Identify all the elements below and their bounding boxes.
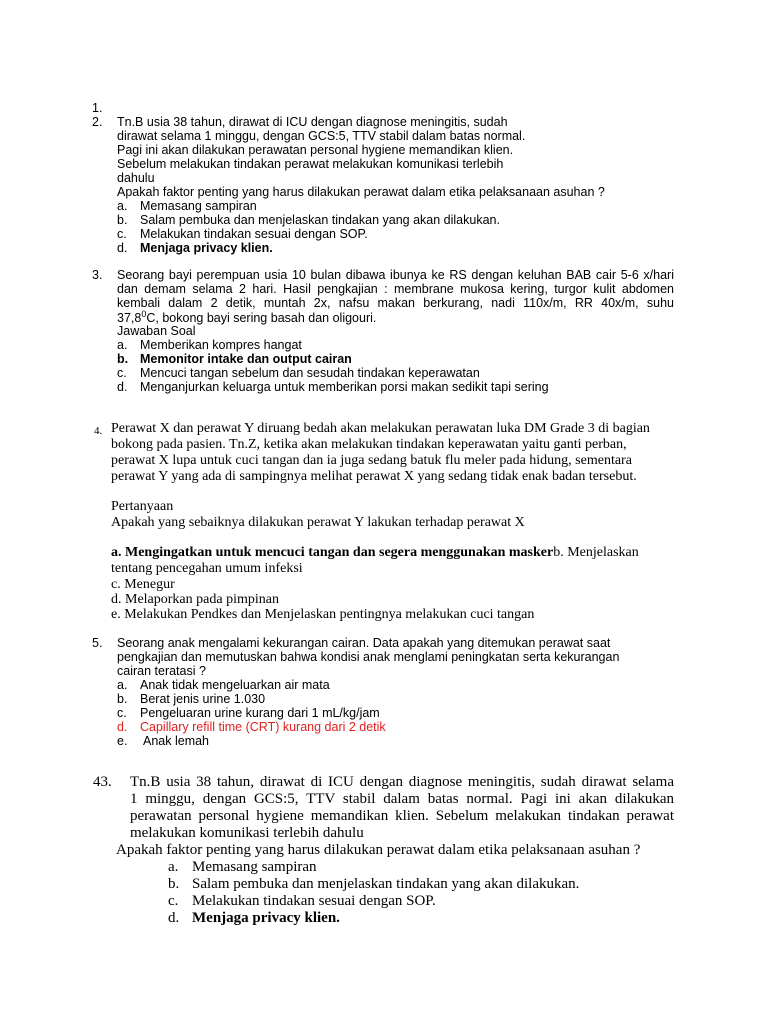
q4-question: Apakah yang sebaiknya dilakukan perawat Y lakukan terhadap perawat X xyxy=(111,515,525,530)
q5-stem-line: cairan teratasi ? xyxy=(117,664,206,678)
q5-option-a: Anak tidak mengeluarkan air mata xyxy=(140,678,330,692)
q43-option-letter: a. xyxy=(168,859,179,875)
q3-stem-line: Seorang bayi perempuan usia 10 bulan dibawa ibunya ke RS dengan keluhan BAB cair 5-6 x/hari xyxy=(117,268,674,282)
q43-option-c: Melakukan tindakan sesuai dengan SOP. xyxy=(192,893,436,909)
q3-option-d: Menganjurkan keluarga untuk memberikan porsi makan sedikit tapi sering xyxy=(140,380,549,394)
q4-option-a-b-line xyxy=(111,545,639,561)
q5-option-letter: e. xyxy=(117,734,128,748)
q43-option-letter: d. xyxy=(168,910,180,926)
q4-option-b-continued: tentang pencegahan umum infeksi xyxy=(111,561,303,576)
q4-stem-line: perawat Y yang ada di sampingnya melihat perawat X yang sedang tidak enak badan tersebut. xyxy=(111,469,637,484)
q5-option-e: Anak lemah xyxy=(143,734,210,748)
q3-stem-line: dan demam selama 2 hari. Hasil pengkajian : membrane mukosa kering, turgor kulit abdomen xyxy=(117,282,674,296)
q4-stem-line: Perawat X dan perawat Y diruang bedah akan melakukan perawatan luka DM Grade 3 di bagian xyxy=(111,421,650,436)
q5-number: 5. xyxy=(92,636,103,650)
q2-option-letter: d. xyxy=(117,241,128,255)
q4-stem-line: perawat X lupa untuk cuci tangan dan ia juga sedang batuk flu meler pada hidung, sementara xyxy=(111,453,632,468)
q2-stem-line: Tn.B usia 38 tahun, dirawat di ICU dengan diagnose meningitis, sudah xyxy=(117,115,508,129)
q5-option-c: Pengeluaran urine kurang dari 1 mL/kg/jam xyxy=(140,706,380,720)
q43-stem-line: melakukan komunikasi terlebih dahulu xyxy=(130,825,364,841)
q5-option-letter: a. xyxy=(117,678,128,692)
q43-option-a: Memasang sampiran xyxy=(192,859,317,875)
q43-stem-line: 1 minggu, dengan GCS:5, TTV stabil dalam batas normal. Pagi ini akan dilakukan xyxy=(130,791,674,807)
q2-stem-line: dirawat selama 1 minggu, dengan GCS:5, TTV stabil dalam batas normal. xyxy=(117,129,526,143)
q2-stem-line: Pagi ini akan dilakukan perawatan personal hygiene memandikan klien. xyxy=(117,143,514,157)
q2-stem-line: Sebelum melakukan tindakan perawat melakukan komunikasi terlebih xyxy=(117,157,504,171)
q3-stem-line: kembali dalam 2 detik, muntah 2x, nafsu makan berkurang, nadi 110x/m, RR 40x/m, suhu xyxy=(117,296,674,310)
q4-option-d: d. Melaporkan pada pimpinan xyxy=(111,592,279,607)
q4-option-e: e. Melakukan Pendkes dan Menjelaskan pentingnya melakukan cuci tangan xyxy=(111,607,535,622)
q2-option-letter: b. xyxy=(117,213,128,227)
q3-option-letter: b. xyxy=(117,352,129,366)
q4-stem-line: bokong pada pasien. Tn.Z, ketika akan melakukan tindakan keperawatan yaitu ganti perban, xyxy=(111,437,627,452)
q3-option-a: Memberikan kompres hangat xyxy=(140,338,302,352)
q43-number: 43. xyxy=(93,774,112,790)
q3-option-c: Mencuci tangan sebelum dan sesudah tindakan keperawatan xyxy=(140,366,480,380)
q3-option-letter: c. xyxy=(117,366,127,380)
q4-question-label: Pertanyaan xyxy=(111,499,174,514)
q2-option-c: Melakukan tindakan sesuai dengan SOP. xyxy=(140,227,368,241)
q3-option-letter: d. xyxy=(117,380,128,394)
q2-question: Apakah faktor penting yang harus dilakukan perawat dalam etika pelaksanaan asuhan ? xyxy=(117,185,605,199)
q43-stem-line: Tn.B usia 38 tahun, dirawat di ICU dengan diagnose meningitis, sudah dirawat selama xyxy=(130,774,674,790)
q43-stem-line: perawatan personal hygiene memandikan klien. Sebelum melakukan tindakan perawat xyxy=(130,808,674,824)
q2-stem-line: dahulu xyxy=(117,171,155,185)
q5-stem-line: pengkajian dan memutuskan bahwa kondisi anak menglami peningkatan serta kekurangan xyxy=(117,650,620,664)
q2-option-letter: a. xyxy=(117,199,128,213)
q5-stem-line: Seorang anak mengalami kekurangan cairan. Data apakah yang ditemukan perawat saat xyxy=(117,636,611,650)
q2-number: 2. xyxy=(92,115,103,129)
q43-option-d-answer: Menjaga privacy klien. xyxy=(192,910,340,926)
q2-option-b: Salam pembuka dan menjelaskan tindakan yang akan dilakukan. xyxy=(140,213,500,227)
q5-option-letter: c. xyxy=(117,706,127,720)
q3-option-letter: a. xyxy=(117,338,128,352)
q3-answer-label: Jawaban Soal xyxy=(117,324,196,338)
q5-option-b: Berat jenis urine 1.030 xyxy=(140,692,266,706)
q3-option-b-answer: Memonitor intake dan output cairan xyxy=(140,352,352,366)
q1-number: 1. xyxy=(92,101,103,115)
q43-option-b: Salam pembuka dan menjelaskan tindakan yang akan dilakukan. xyxy=(192,876,580,892)
degree-superscript: 0 xyxy=(141,308,147,319)
q5-option-letter: b. xyxy=(117,692,128,706)
q2-option-a: Memasang sampiran xyxy=(140,199,257,213)
q2-option-d-answer: Menjaga privacy klien. xyxy=(140,241,273,255)
q5-option-letter: d. xyxy=(117,720,128,734)
q43-option-letter: c. xyxy=(168,893,179,909)
q5-option-d-answer: Capillary refill time (CRT) kurang dari 2 detik xyxy=(140,720,386,734)
q4-number: 4. xyxy=(94,425,103,437)
q4-option-c: c. Menegur xyxy=(111,577,175,592)
q43-option-letter: b. xyxy=(168,876,180,892)
q3-stem-temperature: 37,8$^0$C, bokong bayi sering basah dan oligouri. xyxy=(117,308,377,325)
q2-option-letter: c. xyxy=(117,227,127,241)
q3-number: 3. xyxy=(92,268,103,282)
q43-question: Apakah faktor penting yang harus dilakukan perawat dalam etika pelaksanaan asuhan ? xyxy=(116,842,641,858)
q4-option-b: b. Menjelaskan xyxy=(553,545,639,560)
q4-option-a-answer: a. Mengingatkan untuk mencuci tangan dan segera menggunakan masker xyxy=(111,545,554,560)
